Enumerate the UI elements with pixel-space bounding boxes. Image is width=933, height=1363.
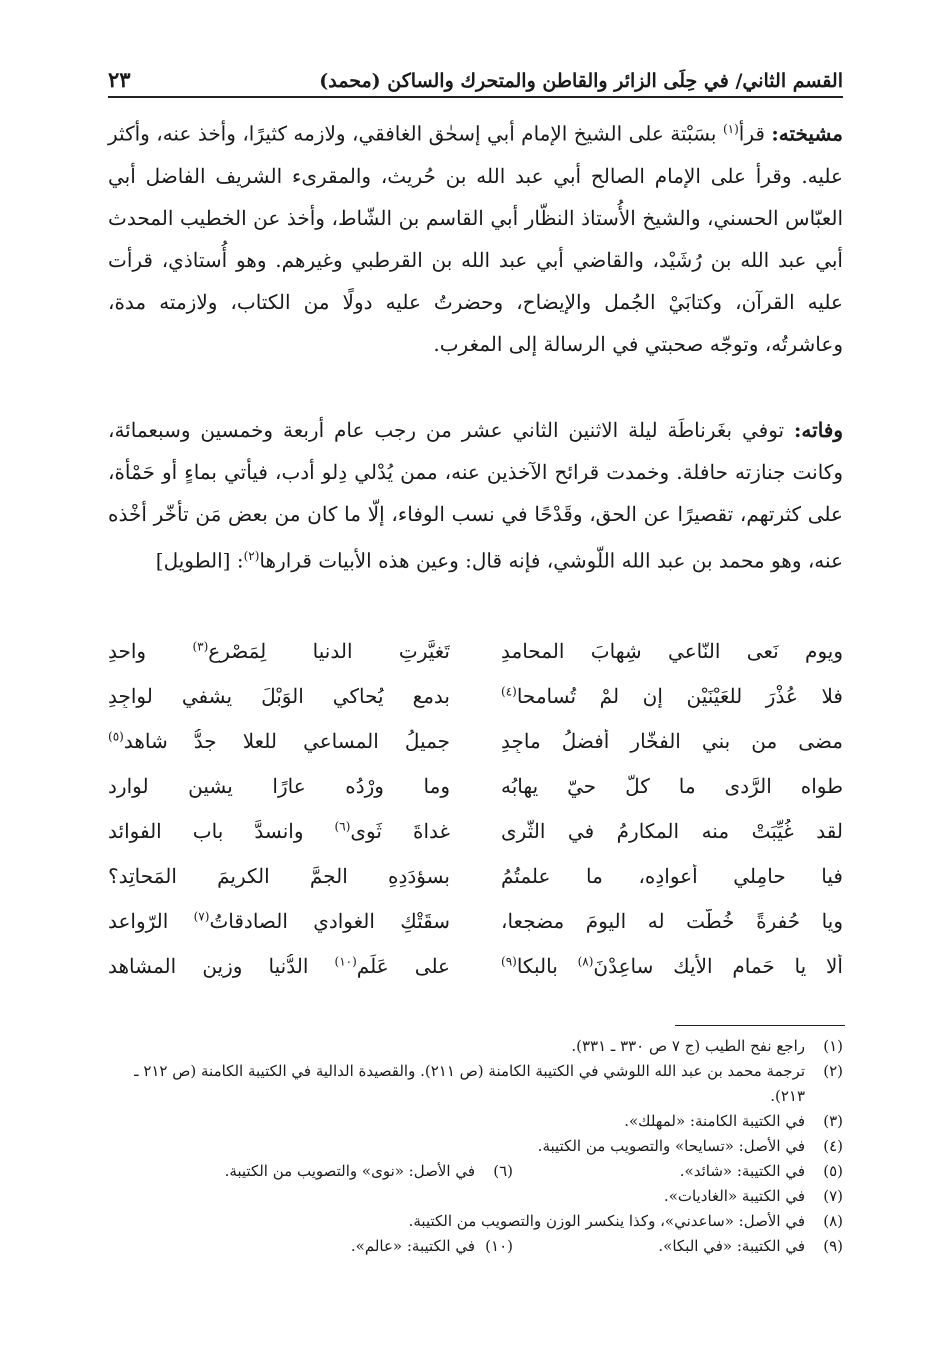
- teachers-text: بسَبْتة على الشيخ الإمام أبي إسحٰق الغافقي، ولازمه كثيرًا، وأخذ عنه، وأكثر عليه. وقرأ على الإمام الصالح أبي عبد الله بن حُريث، والمقرىء الشريف الفاضل أبي العبّاس الحسني، والشيخ الأُستاذ النظّار أبي القاسم بن الشّاط، وأخذ عن الخطيب المحدث أبي عبد الله بن رُشَيْد، والقاضي أبي عبد الله بن القرطبي وغيرهم. وهو أُستاذي، قرأت عليه القرآن، وكتابَيْ الجُمل والإيضاح، وحضرتُ عليه دولًا من الكتاب، ولازمته مدة، وعاشرتُه، وتوجّه صحبتي في الرسالة إلى المغرب.: [108, 121, 843, 356]
- first-hemistich: [501, 864, 843, 888]
- footnote-text: في الأصل: «نوى» والتصويب من الكتيبة.: [224, 1162, 475, 1180]
- couplet: [108, 898, 843, 943]
- first-hemistich: [501, 819, 843, 843]
- hemistich-text: ألا يا حَمام الأيك ساعِدْنَ: [593, 953, 843, 978]
- footnote-10: [108, 1234, 513, 1259]
- footnote-ref-1[interactable]: (١): [722, 122, 739, 136]
- couplet: [108, 943, 843, 988]
- footnote-ref-3[interactable]: (٣): [192, 638, 209, 653]
- hemistich-text: جميلُ المساعي للعلا جدُّ شاهد: [123, 728, 450, 753]
- footnote-ref-5[interactable]: (٥): [108, 728, 124, 743]
- hemistich-text-end: بالبكا: [516, 953, 578, 978]
- footnote-number: (٦): [493, 1162, 513, 1180]
- hemistich-text: ويوم نَعى النّاعي شِهابَ المحامدِ: [501, 638, 843, 663]
- footnote-9: [513, 1234, 843, 1259]
- death-heading: وفاته:: [794, 418, 843, 442]
- footnote-3: [108, 1109, 843, 1134]
- hemistich-text: ويا حُفرةً خُطّت له اليومَ مضجعا،: [501, 908, 843, 933]
- hemistich-text: تَغيَّرتِ الدنيا لِمَصْرعِ: [208, 638, 450, 663]
- footnote-number: (١٠): [485, 1237, 513, 1255]
- first-hemistich: [501, 684, 843, 708]
- hemistich-text: فلا عُذْرَ للعَيْنَيْن إن لمْ تُسامحا: [516, 683, 843, 708]
- second-hemistich: [108, 819, 450, 843]
- footnote-number: (٥): [823, 1162, 843, 1180]
- footnote-text: في الكتيبة «الغاديات».: [663, 1187, 805, 1205]
- footnote-ref-9[interactable]: (٩): [501, 953, 517, 968]
- footnote-text: ترجمة محمد بن عبد الله اللوشي في الكتيبة الكامنة (ص ٢١١). والقصيدة الدالية في الكتيبة الكامنة (ص ٢١٢ ـ ٢١٣).: [134, 1062, 805, 1105]
- footnote-row: [108, 1159, 843, 1184]
- footnote-number: (٨): [823, 1212, 843, 1230]
- footnote-8: [108, 1209, 843, 1234]
- couplet: [108, 718, 843, 763]
- footnote-text: في الكتيبة: «شائد».: [679, 1162, 805, 1180]
- meter-label: : [الطويل]: [155, 548, 244, 573]
- footnote-text: في الكتيبة: «عالم».: [350, 1237, 475, 1255]
- header-title: القسم الثاني/ في حِلَى الزائر والقاطن والمتحرك والساكن (محمد): [319, 70, 843, 92]
- hemistich-text: غداةَ ثَوى: [350, 818, 450, 843]
- paragraph-death: [108, 409, 843, 582]
- second-hemistich: [108, 864, 450, 888]
- hemistich-text-end: واحدِ: [108, 638, 193, 663]
- footnote-rule: [675, 1025, 845, 1026]
- footnote-2: [108, 1059, 843, 1109]
- footnote-text: في الأصل: «ساعدني»، وكذا ينكسر الوزن والتصويب من الكتيبة.: [408, 1212, 805, 1230]
- hemistich-text: سقَتْكِ الغوادي الصادقاتُ: [209, 908, 450, 933]
- first-hemistich: [501, 909, 843, 933]
- death-text: توفي بغَرناطَة ليلة الاثنين الثاني عشر من رجب عام أربعة وخمسين وسبعمائة، وكانت جنازته حافلة. وخمدت قرائح الآخذين عنه، ممن يُدْلي دِلو أدب، فيأتي بماءٍ أو حَمْأة، على كثرتهم، تقصيرًا عن الحق، وقَدْحًا في نسب الوفاء، إلّا ما كان من بعض مَن تأخّر أخْذه عنه، وهو محمد بن عبد الله اللّوشي، فإنه قال: وعين هذه الأبيات قرارها: [108, 418, 843, 573]
- couplet: [108, 673, 843, 718]
- footnote-ref-7[interactable]: (٧): [193, 908, 210, 923]
- hemistich-text: بدمعٍ يُحاكي الوَبْلَ يشفي لواجِدِ: [108, 683, 450, 708]
- footnote-number: (٤): [823, 1137, 843, 1155]
- footnote-1: [108, 1034, 843, 1059]
- footnote-number: (٩): [823, 1237, 843, 1255]
- footnote-6: [108, 1159, 513, 1184]
- footnote-ref-2[interactable]: (٢): [243, 549, 260, 563]
- header-rule: [108, 96, 843, 98]
- footnote-4: [108, 1134, 843, 1159]
- teachers-heading: مشيخته:: [771, 121, 843, 146]
- first-hemistich: [501, 774, 843, 798]
- second-hemistich: [108, 639, 450, 663]
- footnote-text: في الأصل: «تسايحا» والتصويب من الكتيبة.: [537, 1137, 805, 1155]
- footnote-text: راجع نفح الطيب (ج ٧ ص ٣٣٠ ـ ٣٣١).: [571, 1037, 805, 1055]
- hemistich-text: مضى من بني الفخّار أفضلُ ماجِدِ: [501, 728, 843, 753]
- hemistich-text: على عَلَمٍ: [356, 953, 450, 978]
- teachers-text-start: قرأ: [738, 121, 772, 146]
- hemistich-text: طواه الرَّدى ما كلّ حيّ يهابُه: [501, 773, 843, 798]
- hemistich-text-end: وانسدَّ باب الفوائد: [108, 818, 335, 843]
- footnote-number: (٧): [823, 1187, 843, 1205]
- footnotes: [108, 1034, 843, 1259]
- first-hemistich: [501, 729, 843, 753]
- second-hemistich: [108, 909, 450, 933]
- footnote-ref-10[interactable]: (١٠): [334, 953, 357, 968]
- footnote-ref-6[interactable]: (٦): [334, 818, 351, 833]
- running-header: [108, 58, 843, 92]
- second-hemistich: [108, 684, 450, 708]
- footnote-number: (١): [823, 1037, 843, 1055]
- paragraph-teachers: [108, 108, 843, 365]
- footnote-number: (٢): [823, 1062, 843, 1080]
- footnote-5: [513, 1159, 843, 1184]
- second-hemistich: [108, 954, 450, 978]
- hemistich-text-end: الدُّنيا وزينِ المشاهد: [108, 953, 335, 978]
- hemistich-text: وما وِرْدُه عارًا يشين لوارد: [108, 773, 450, 798]
- couplet: [108, 853, 843, 898]
- second-hemistich: [108, 729, 450, 753]
- hemistich-text: فيا حامِلي أعوادِه، ما علمتُمُ: [501, 863, 843, 888]
- footnote-7: [108, 1184, 843, 1209]
- first-hemistich: [501, 954, 843, 978]
- footnote-text: في الكتيبة: «في البكا».: [658, 1237, 805, 1255]
- footnote-ref-8[interactable]: (٨): [577, 953, 594, 968]
- footnote-ref-4[interactable]: (٤): [501, 683, 517, 698]
- first-hemistich: [501, 639, 843, 663]
- couplet: [108, 628, 843, 673]
- poem: [108, 628, 843, 988]
- couplet: [108, 808, 843, 853]
- hemistich-text-end: الرّواعد: [108, 908, 194, 933]
- couplet: [108, 763, 843, 808]
- page-number: ٢٣: [108, 67, 131, 92]
- footnote-row: [108, 1234, 843, 1259]
- second-hemistich: [108, 774, 450, 798]
- footnote-number: (٣): [823, 1112, 843, 1130]
- footnote-text: في الكتيبة الكامنة: «لمهلك».: [624, 1112, 805, 1130]
- hemistich-text: لقد غُيِّبَتْ منه المكارمُ في الثَّرى: [501, 818, 843, 843]
- hemistich-text: بسؤدَدِهِ الجمَّ الكريمَ المَحاتِد؟: [108, 863, 450, 888]
